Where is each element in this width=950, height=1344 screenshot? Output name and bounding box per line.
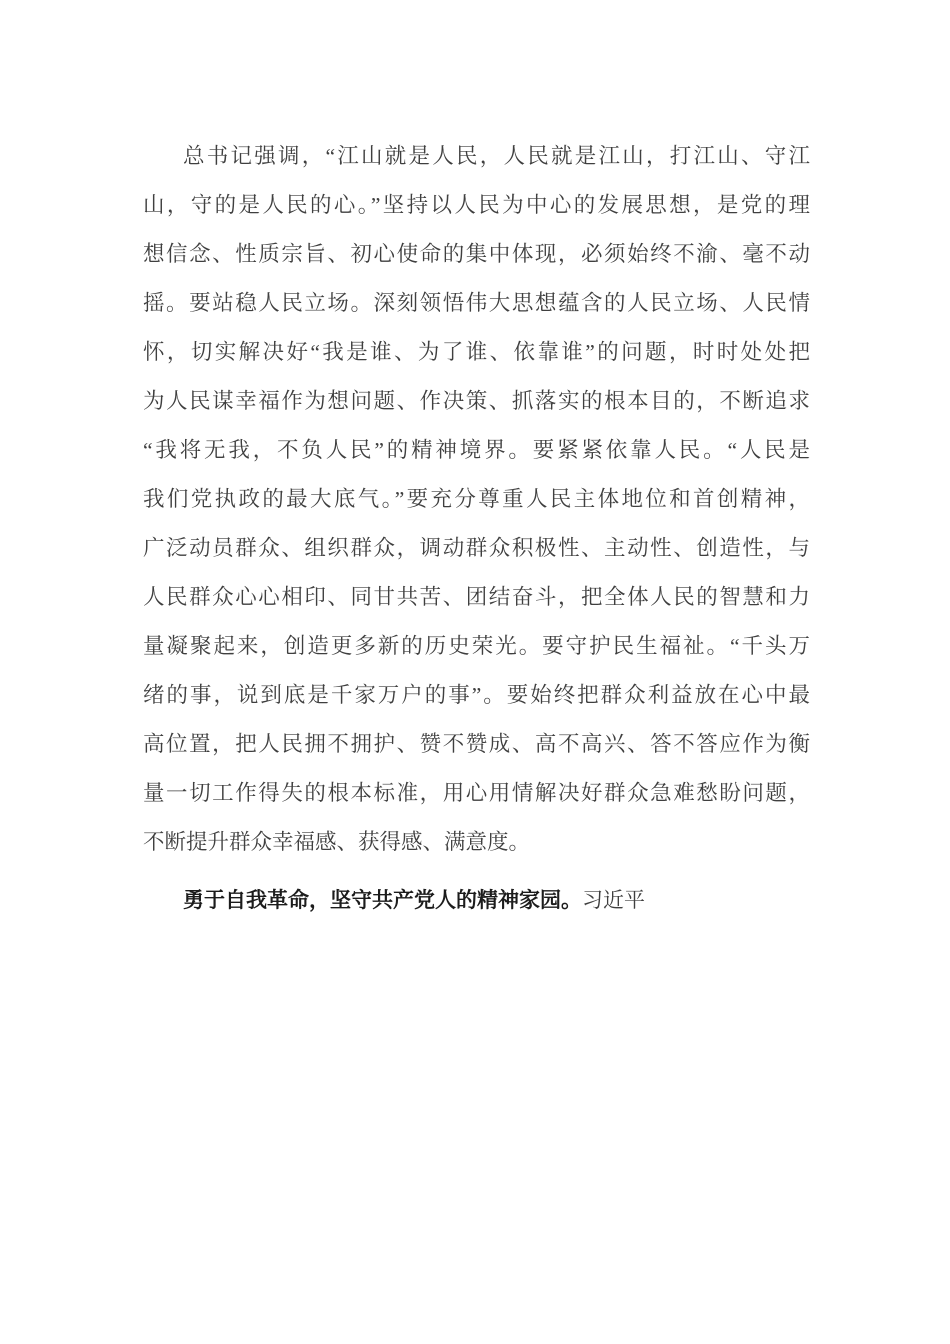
closing-author: 习近平: [582, 888, 645, 912]
text-line: 人民群众心心相印、同甘共苦、团结奋斗，把全体人民的智慧和力: [143, 585, 810, 609]
text-line: 总书记强调，“江山就是人民，人民就是江山，打江山、守江: [183, 144, 810, 168]
text-line: 高位置，把人民拥不拥护、赞不赞成、高不高兴、答不答应作为衡: [143, 732, 810, 756]
text-line: 我们党执政的最大底气。”要充分尊重人民主体地位和首创精神，: [143, 487, 810, 511]
text-line: 广泛动员群众、组织群众，调动群众积极性、主动性、创造性，与: [143, 536, 810, 560]
text-line: 不断提升群众幸福感、获得感、满意度。: [143, 830, 531, 854]
text-line: 怀，切实解决好“我是谁、为了谁、依靠谁”的问题，时时处处把: [143, 340, 810, 364]
body-paragraph: [143, 132, 810, 925]
text-line: “我将无我，不负人民”的精神境界。要紧紧依靠人民。“人民是: [143, 438, 810, 462]
text-line: 摇。要站稳人民立场。深刻领悟伟大思想蕴含的人民立场、人民情: [143, 291, 810, 315]
closing-paragraph: [143, 876, 810, 925]
text-line: 量凝聚起来，创造更多新的历史荣光。要守护民生福祉。“千头万: [143, 634, 810, 658]
text-line: 想信念、性质宗旨、初心使命的集中体现，必须始终不渝、毫不动: [143, 242, 810, 266]
text-line: 量一切工作得失的根本标准，用心用情解决好群众急难愁盼问题，: [143, 781, 810, 805]
text-line: 山，守的是人民的心。”坚持以人民为中心的发展思想，是党的理: [143, 193, 810, 217]
text-line: 为人民谋幸福作为想问题、作决策、抓落实的根本目的，不断追求: [143, 389, 810, 413]
text-line: 绪的事，说到底是千家万户的事”。要始终把群众利益放在心中最: [143, 683, 810, 707]
closing-heading: 勇于自我革命，坚守共产党人的精神家园。: [183, 888, 582, 912]
